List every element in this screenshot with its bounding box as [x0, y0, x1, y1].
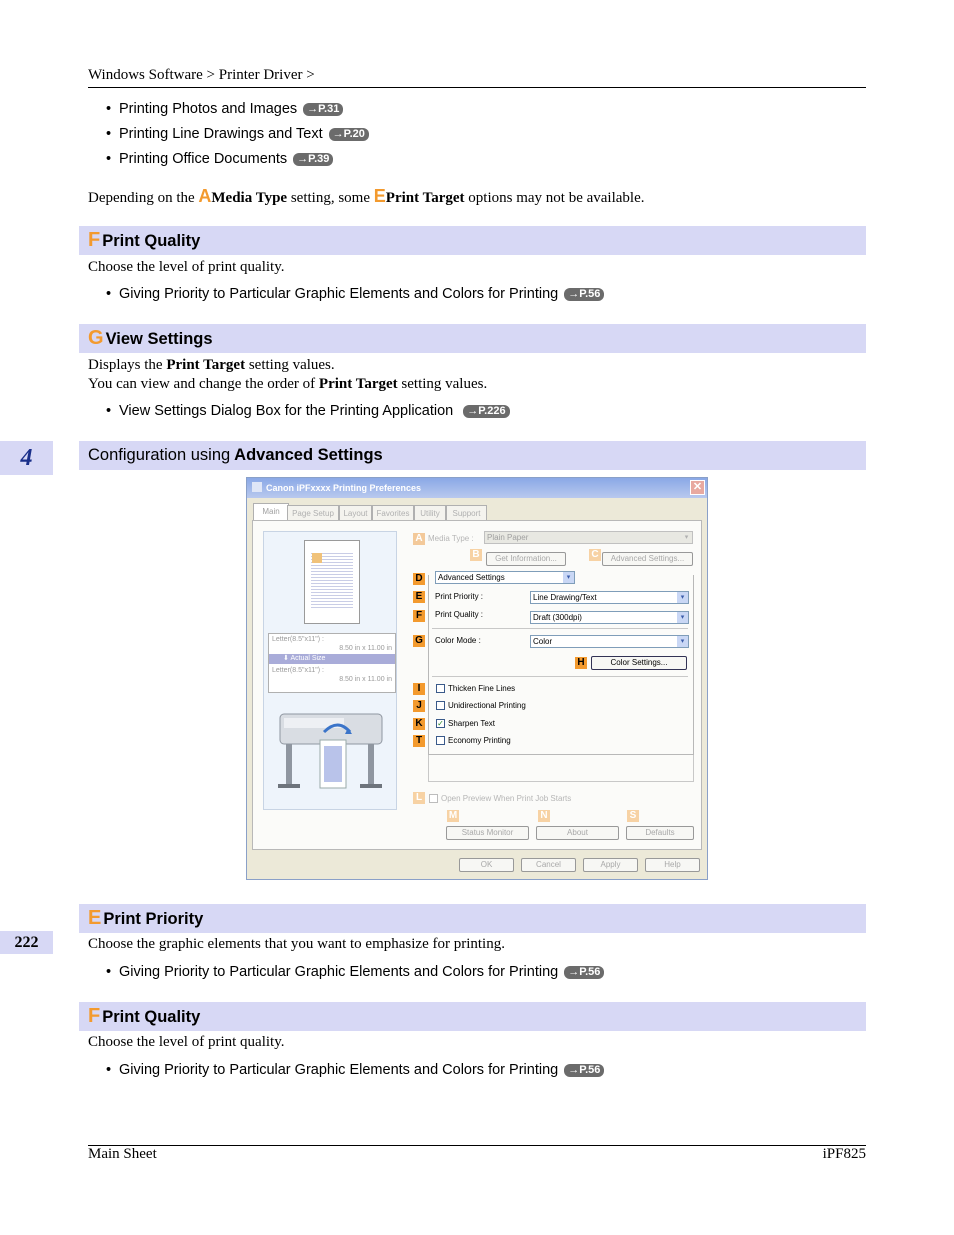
checkbox-label: Unidirectional Printing: [448, 701, 526, 710]
section-description: Choose the level of print quality.: [88, 259, 285, 275]
label-g: G: [413, 635, 425, 647]
tab-layout[interactable]: Layout: [339, 505, 372, 521]
page-preview: [304, 540, 360, 624]
label-f-icon: F: [88, 1005, 101, 1027]
color-mode-label: Color Mode :: [435, 636, 481, 645]
printing-preferences-dialog: [246, 477, 708, 880]
dialog-titlebar: [247, 478, 707, 498]
tab-page-setup[interactable]: Page Setup: [287, 505, 339, 521]
mode-select[interactable]: Advanced Settings ▾: [435, 571, 575, 584]
link-text[interactable]: Printing Line Drawings and Text: [119, 126, 323, 142]
print-priority-label: Print Priority :: [435, 592, 484, 601]
label-b: B: [470, 549, 482, 561]
section-header-print-quality: F Print Quality: [79, 226, 866, 255]
section-header-print-quality: F Print Quality: [79, 1002, 866, 1031]
printer-icon: [252, 482, 262, 492]
section-header-configuration: Configuration using Advanced Settings: [79, 441, 866, 470]
list-item[interactable]: • Giving Priority to Particular Graphic Elements and Colors for Printing →P.56: [106, 1062, 604, 1078]
tab-utility[interactable]: Utility: [414, 505, 446, 521]
apply-button[interactable]: Apply: [583, 858, 638, 872]
label-h: H: [575, 657, 587, 669]
label-e: E: [413, 591, 425, 603]
advanced-settings-button[interactable]: Advanced Settings...: [602, 552, 693, 566]
label-m: M: [448, 810, 458, 821]
checkbox-label: Open Preview When Print Job Starts: [441, 794, 572, 803]
thicken-fine-lines-checkbox[interactable]: [436, 684, 445, 693]
link-text[interactable]: Printing Photos and Images: [119, 101, 298, 117]
link-text[interactable]: View Settings Dialog Box for the Printing Application: [119, 403, 454, 419]
label-s: S: [627, 810, 639, 822]
section-description: Choose the graphic elements that you want to emphasize for printing.: [88, 936, 505, 952]
list-item[interactable]: • Printing Line Drawings and Text →P.20: [106, 126, 369, 142]
link-text[interactable]: Printing Office Documents: [119, 151, 288, 167]
tab-main[interactable]: Main: [253, 503, 289, 522]
checkbox-label: Economy Printing: [448, 736, 511, 745]
header-rule: [88, 87, 866, 88]
color-mode-select[interactable]: Color ▾: [530, 635, 689, 648]
unidirectional-printing-checkbox[interactable]: [436, 701, 445, 710]
breadcrumb: Windows Software > Printer Driver >: [88, 67, 315, 83]
list-item[interactable]: • View Settings Dialog Box for the Printing Application →P.226: [106, 403, 510, 419]
get-information-button[interactable]: Get Information...: [486, 552, 566, 566]
label-e-icon: E: [373, 186, 386, 206]
open-preview-checkbox[interactable]: [429, 794, 438, 803]
status-monitor-button[interactable]: Status Monitor: [446, 826, 529, 840]
section-header-print-priority: E Print Priority: [79, 904, 866, 933]
link-text[interactable]: Giving Priority to Particular Graphic Elements and Colors for Printing: [119, 1062, 559, 1078]
section-header-view-settings: G View Settings: [79, 324, 866, 353]
label-f-icon: F: [88, 229, 101, 251]
label-c: C: [589, 549, 601, 561]
checkbox-label: Sharpen Text: [448, 719, 495, 728]
help-button[interactable]: Help: [645, 858, 700, 872]
tab-support[interactable]: Support: [446, 505, 487, 521]
chevron-down-icon: ▾: [677, 636, 688, 647]
arrow-down-icon: ⬇: [283, 655, 289, 662]
media-type-label: Media Type :: [428, 534, 474, 543]
divider: [432, 676, 688, 677]
label-g-icon: G: [88, 327, 104, 349]
about-button[interactable]: About: [536, 826, 619, 840]
label-e-icon: E: [88, 907, 102, 929]
list-item[interactable]: • Giving Priority to Particular Graphic Elements and Colors for Printing →P.56: [106, 964, 604, 980]
link-text[interactable]: Giving Priority to Particular Graphic Elements and Colors for Printing: [119, 964, 559, 980]
availability-note: Depending on the AMedia Type setting, some EPrint Target options may not be available.: [88, 186, 645, 206]
print-priority-select[interactable]: Line Drawing/Text ▾: [530, 591, 689, 604]
list-item[interactable]: • Printing Office Documents →P.39: [106, 151, 333, 167]
sharpen-text-checkbox[interactable]: ✓: [437, 719, 444, 728]
tab-favorites[interactable]: Favorites: [372, 505, 414, 521]
defaults-button[interactable]: Defaults: [626, 826, 694, 840]
chevron-down-icon: ▾: [681, 532, 692, 543]
chevron-down-icon: ▾: [677, 612, 688, 623]
image-thumbnail-icon: [312, 553, 322, 563]
label-i: I: [413, 683, 425, 695]
chevron-down-icon: ▾: [563, 572, 574, 583]
footer-right: iPF825: [822, 1146, 866, 1162]
footer-left: Main Sheet: [88, 1146, 157, 1162]
checkbox-label: Thicken Fine Lines: [448, 684, 516, 693]
dialog-title: Canon iPFxxxx Printing Preferences: [266, 483, 422, 493]
label-n: N: [538, 810, 550, 822]
chapter-tab[interactable]: 4: [0, 441, 53, 475]
page-ref-badge[interactable]: →P.56: [564, 1064, 604, 1077]
print-quality-label: Print Quality :: [435, 610, 484, 619]
cancel-button[interactable]: Cancel: [521, 858, 576, 872]
label-a-icon: A: [198, 186, 212, 206]
blank-group: [428, 755, 694, 782]
label-d: D: [413, 573, 425, 585]
color-settings-button[interactable]: Color Settings...: [591, 656, 687, 670]
list-item[interactable]: • Printing Photos and Images →P.31: [106, 101, 343, 117]
preview-area: [263, 531, 397, 810]
link-text[interactable]: Giving Priority to Particular Graphic Elements and Colors for Printing: [119, 286, 559, 302]
printer-illustration-icon: [276, 700, 388, 800]
page-ref-badge[interactable]: →P.31: [303, 103, 343, 116]
label-f: F: [413, 610, 425, 622]
page-ref-badge[interactable]: →P.56: [564, 288, 604, 301]
divider: [432, 628, 688, 629]
ok-button[interactable]: OK: [459, 858, 514, 872]
list-item[interactable]: • Giving Priority to Particular Graphic Elements and Colors for Printing →P.56: [106, 286, 604, 302]
economy-printing-checkbox[interactable]: [436, 736, 445, 745]
label-j: J: [413, 700, 425, 712]
section-description: Displays the Print Target setting values.: [88, 357, 335, 373]
page-ref-badge[interactable]: →P.20: [329, 128, 369, 141]
page-ref-badge[interactable]: →P.226: [463, 405, 509, 418]
footer-rule: [88, 1145, 866, 1146]
paper-size-info: Letter(8.5"x11") : 8.50 in x 11.00 in ⬇ Actual Size Letter(8.5"x11") : 8.50 in x 11.00 in: [268, 633, 396, 693]
label-l: L: [413, 792, 425, 804]
close-button[interactable]: ✕: [690, 480, 705, 495]
actual-size-row: ⬇ Actual Size: [269, 654, 395, 664]
print-quality-select[interactable]: Draft (300dpi) ▾: [530, 611, 689, 624]
page-ref-badge[interactable]: →P.39: [293, 153, 333, 166]
section-description: Choose the level of print quality.: [88, 1034, 285, 1050]
label-t: T: [413, 735, 425, 747]
media-type-select[interactable]: Plain Paper ▾: [484, 531, 693, 544]
label-a: A: [413, 533, 425, 545]
section-description: You can view and change the order of Print Target setting values.: [88, 376, 488, 392]
chevron-down-icon: ▾: [677, 592, 688, 603]
page-ref-badge[interactable]: →P.56: [564, 966, 604, 979]
page-number: 222: [0, 931, 53, 954]
label-k: K: [413, 718, 425, 730]
